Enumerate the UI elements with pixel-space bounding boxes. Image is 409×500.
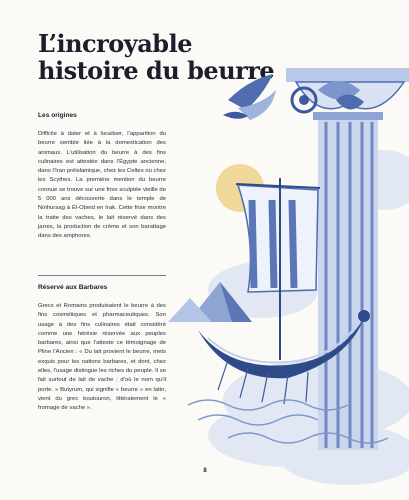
title-line-2: histoire du beurre — [38, 56, 275, 85]
page-number: 8 — [203, 468, 207, 474]
section-body: Grecs et Romains produisaient le beurre à des fins cosmétiques et pharmaceutiques. Son usage à des fins culinaires était considéré comme une hérésie réservée aux peuples barbares, ainsi que l’atteste ce témoignage de Pline l’Ancien : « Du lait provient le beurre, mets exquis pour les nations barbares, et dont, chez elles, l’usage distingue les riches du peuple. Il se fait surtout de lait de vache ; d’où le nom qu’il porte. » Butyrum, qui signifie « beurre » en latin, vient du grec boutouron, littéralement le « fromage de vache ». — [38, 303, 166, 412]
bird-icon — [223, 74, 276, 120]
illustration-boat-column — [168, 60, 409, 500]
section-origines — [38, 112, 166, 242]
section-heading: Les origines — [38, 112, 77, 119]
section-barbares — [38, 275, 166, 414]
section-divider — [38, 275, 166, 276]
section-body: Difficile à dater et à localiser, l’apparition du beurre semble liée à la domestication des animaux. L’utilisation du beurre à des fins culinaires est attestée dans l’Égypte ancienne, dans l’Iran préislamique, chez les Celtes ou chez les Scythes. La première mention du beurre connue se trouve sur une frise sculptée vieille de 5 000 ans découverte dans le temple de Ninhursag à Él-Obeid en Irak. Cette frise montre la traite des vaches, le lait réservé dans des jarres, la production de crème et son barattage dans des amphores. — [38, 131, 166, 240]
section-heading: Réservé aux Barbares — [38, 284, 108, 291]
title-line-1: L’incroyable — [38, 29, 192, 58]
